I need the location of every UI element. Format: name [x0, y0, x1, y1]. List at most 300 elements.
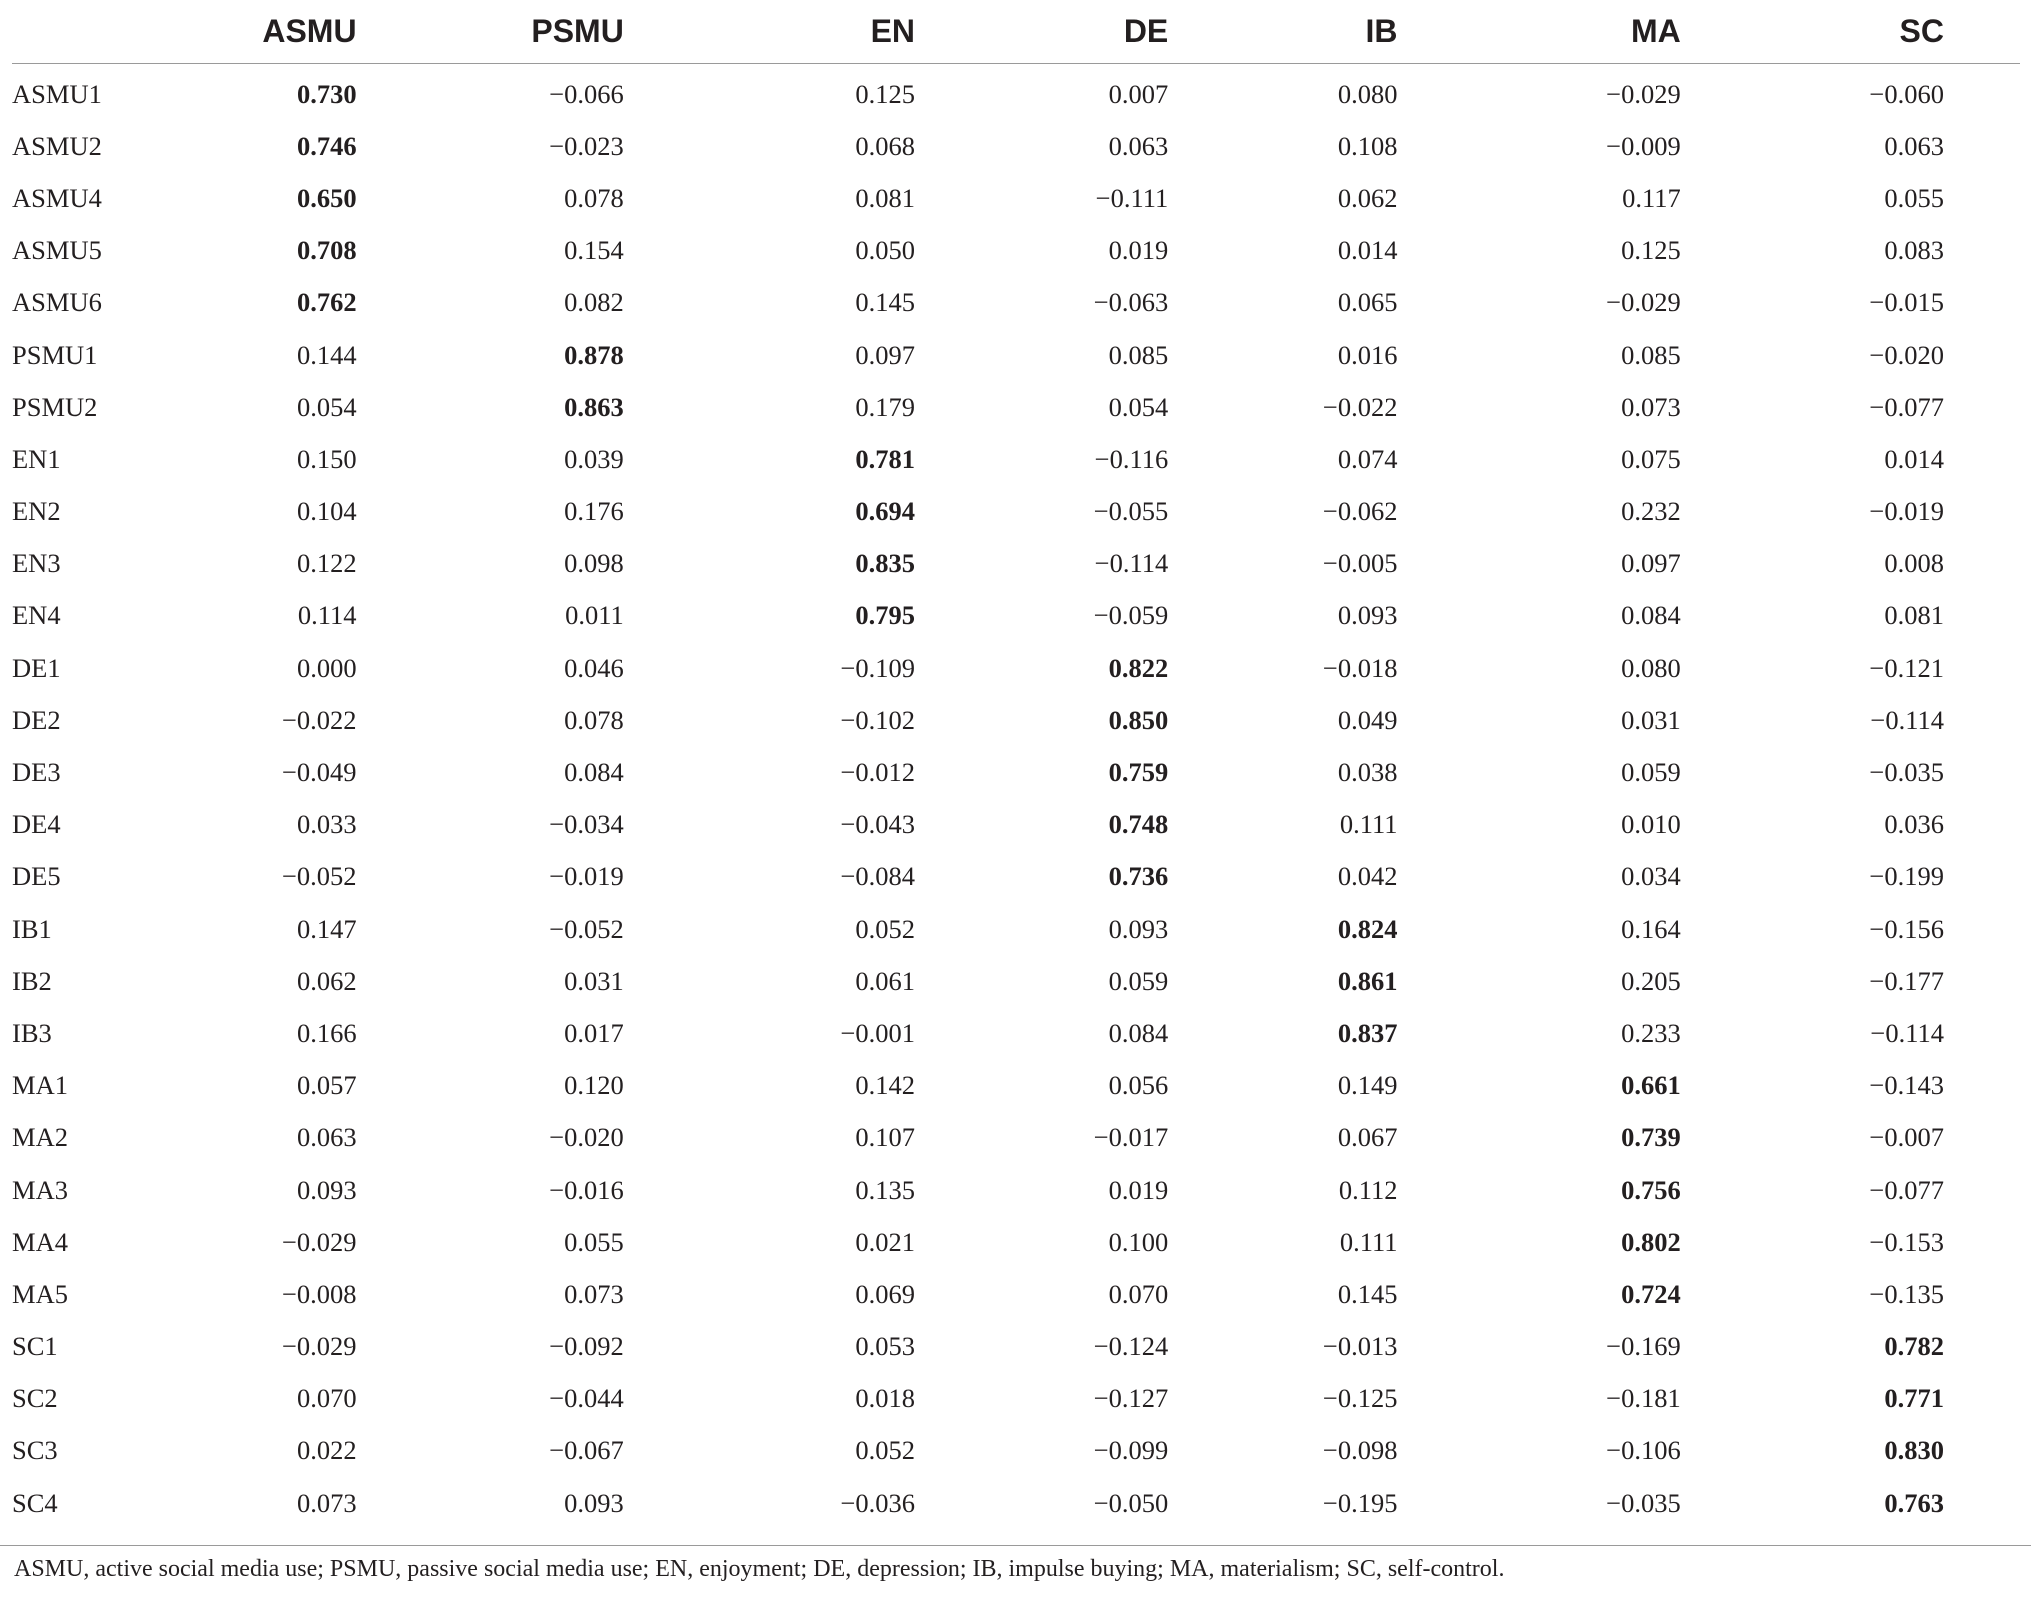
loading-value: −0.102 [840, 704, 916, 735]
loading-cell [975, 955, 1236, 1007]
loading-cell [1236, 1164, 1497, 1216]
loading-value: 0.763 [1884, 1487, 1944, 1518]
header-cell-sc [1759, 0, 2020, 64]
loading-cell [714, 1477, 975, 1529]
loading-value: 0.016 [1337, 339, 1398, 370]
loading-value: 0.054 [1108, 391, 1169, 422]
loading-cell [261, 642, 453, 694]
header-cell-psmu [453, 0, 714, 64]
loading-cell [1498, 1321, 1759, 1373]
loading-cell-primary [261, 277, 453, 329]
table-body [12, 64, 2020, 1530]
loading-value: 0.736 [1108, 861, 1169, 892]
table-row [12, 1060, 2020, 1112]
loading-cell [1498, 1477, 1759, 1529]
loading-value: 0.063 [1884, 130, 1944, 161]
row-label: IB2 [12, 965, 52, 996]
loading-cell [975, 903, 1236, 955]
loading-value: 0.074 [1337, 443, 1398, 474]
row-label: ASMU5 [12, 235, 102, 266]
loading-value: 0.739 [1621, 1122, 1681, 1153]
loading-value: 0.154 [564, 235, 624, 266]
loading-value: −0.017 [1093, 1122, 1169, 1153]
loading-cell [1236, 1477, 1497, 1529]
loading-cell [975, 590, 1236, 642]
loading-cell [1236, 694, 1497, 746]
loading-value: 0.117 [1622, 182, 1681, 213]
loading-cell [714, 955, 975, 1007]
loading-cell [1759, 694, 2020, 746]
loading-value: 0.112 [1338, 1174, 1398, 1205]
loading-cell [1498, 277, 1759, 329]
loading-value: 0.762 [296, 287, 357, 318]
loading-value: 0.055 [1884, 182, 1944, 213]
row-label: IB1 [12, 913, 52, 944]
header-cell-ib [1236, 0, 1497, 64]
row-label: MA5 [12, 1278, 68, 1309]
loading-value: 0.093 [1108, 913, 1169, 944]
loading-value: 0.055 [564, 1226, 624, 1257]
loading-cell [714, 1321, 975, 1373]
loading-value: 0.033 [296, 809, 357, 840]
loading-cell-primary [714, 538, 975, 590]
loading-cell [261, 538, 453, 590]
loading-cell [975, 120, 1236, 172]
table-row [12, 590, 2020, 642]
table-row [12, 120, 2020, 172]
loading-value: −0.029 [281, 1331, 357, 1362]
loading-value: −0.084 [840, 861, 916, 892]
loading-value: −0.022 [1322, 391, 1398, 422]
loading-value: 0.036 [1884, 809, 1944, 840]
loading-cell [1236, 120, 1497, 172]
loading-cell [1498, 486, 1759, 538]
loading-cell [261, 1425, 453, 1477]
loading-cell [1498, 120, 1759, 172]
loading-cell [1759, 799, 2020, 851]
loading-value: 0.062 [1337, 182, 1398, 213]
row-label: IB3 [12, 1017, 52, 1048]
loading-value: −0.143 [1869, 1070, 1944, 1101]
loading-value: 0.084 [1108, 1017, 1169, 1048]
loading-cell [714, 1216, 975, 1268]
row-label: DE2 [12, 704, 61, 735]
loading-cell [261, 1164, 453, 1216]
loading-cell [714, 381, 975, 433]
loading-value: 0.084 [1621, 600, 1681, 631]
loading-cell [1498, 1425, 1759, 1477]
loading-cell [1498, 642, 1759, 694]
loading-cell [453, 590, 714, 642]
loading-value: −0.156 [1869, 913, 1944, 944]
loading-cell [453, 851, 714, 903]
loading-value: 0.111 [1339, 1226, 1398, 1257]
loading-cell-primary [1759, 1373, 2020, 1425]
loading-value: 0.863 [564, 391, 624, 422]
loading-value: 0.694 [855, 496, 916, 527]
loading-value: 0.135 [855, 1174, 916, 1205]
table-row [12, 642, 2020, 694]
loading-value: 0.650 [296, 182, 357, 213]
row-label: MA4 [12, 1226, 68, 1257]
table-row [12, 172, 2020, 224]
loading-cell [1236, 172, 1497, 224]
table-row [12, 381, 2020, 433]
loading-value: −0.114 [1870, 704, 1944, 735]
loading-cell [1236, 329, 1497, 381]
loading-cell [1759, 538, 2020, 590]
loading-value: 0.795 [855, 600, 916, 631]
loading-cell-primary [975, 799, 1236, 851]
loading-cell [714, 329, 975, 381]
loading-cell [453, 1060, 714, 1112]
loading-value: 0.147 [296, 913, 357, 944]
loading-value: 0.802 [1621, 1226, 1681, 1257]
loading-cell [714, 1007, 975, 1059]
row-label: ASMU6 [12, 287, 102, 318]
loading-cell [1498, 172, 1759, 224]
loading-cell [261, 1060, 453, 1112]
loading-value: 0.069 [855, 1278, 916, 1309]
loading-value: 0.085 [1108, 339, 1169, 370]
loading-cell-primary [261, 120, 453, 172]
loading-cell [714, 1112, 975, 1164]
row-label: SC4 [12, 1487, 58, 1518]
loading-value: 0.014 [1337, 235, 1398, 266]
loading-cell [714, 1373, 975, 1425]
loading-value: 0.080 [1337, 78, 1398, 109]
loading-value: 0.049 [1337, 704, 1398, 735]
loading-cell [1236, 486, 1497, 538]
row-label: ASMU4 [12, 182, 102, 213]
loading-value: 0.100 [1108, 1226, 1169, 1257]
loading-value: 0.111 [1339, 809, 1398, 840]
loading-value: −0.169 [1606, 1331, 1681, 1362]
loading-cell-primary [261, 225, 453, 277]
loading-cell [261, 903, 453, 955]
loading-cell-primary [1498, 1268, 1759, 1320]
loading-value: 0.080 [1621, 652, 1681, 683]
loading-value: −0.008 [281, 1278, 357, 1309]
row-label: DE1 [12, 652, 61, 683]
row-label: EN4 [12, 600, 61, 631]
table-row [12, 1373, 2020, 1425]
loading-cell [1759, 277, 2020, 329]
loading-value: 0.073 [1621, 391, 1681, 422]
loading-value: −0.055 [1093, 496, 1169, 527]
loading-value: 0.837 [1337, 1017, 1398, 1048]
loading-cell [261, 1477, 453, 1529]
row-label: MA1 [12, 1070, 68, 1101]
loading-value: −0.114 [1094, 548, 1169, 579]
loading-cell [1236, 1373, 1497, 1425]
loading-cell [1236, 1321, 1497, 1373]
loading-value: 0.031 [564, 965, 624, 996]
loading-value: −0.005 [1322, 548, 1398, 579]
loading-value: 0.053 [855, 1331, 916, 1362]
loading-cell [1236, 433, 1497, 485]
loading-cell [975, 486, 1236, 538]
table-row [12, 1164, 2020, 1216]
loading-value: 0.019 [1108, 1174, 1169, 1205]
loading-value: −0.019 [549, 861, 624, 892]
loading-value: −0.062 [1322, 496, 1398, 527]
loading-value: 0.104 [296, 496, 357, 527]
loading-cell [1236, 851, 1497, 903]
loading-cell [453, 486, 714, 538]
loading-value: −0.029 [1606, 287, 1681, 318]
loading-value: −0.052 [549, 913, 624, 944]
table-row [12, 329, 2020, 381]
loadings-table [12, 0, 2020, 1529]
loading-value: −0.181 [1606, 1383, 1681, 1414]
header-label: DE [1123, 13, 1169, 49]
loading-value: 0.065 [1337, 287, 1398, 318]
loading-value: 0.084 [564, 757, 624, 788]
loading-cell [1236, 1216, 1497, 1268]
loading-value: 0.019 [1108, 235, 1169, 266]
loading-value: 0.166 [296, 1017, 357, 1048]
loading-value: 0.042 [1337, 861, 1398, 892]
table-row [12, 1425, 2020, 1477]
loading-value: 0.063 [296, 1122, 357, 1153]
loading-cell [261, 590, 453, 642]
loading-cell [1759, 381, 2020, 433]
loading-cell [453, 1164, 714, 1216]
loading-value: −0.016 [549, 1174, 624, 1205]
loading-cell-primary [1498, 1060, 1759, 1112]
loading-cell [1759, 329, 2020, 381]
loading-value: 0.059 [1108, 965, 1169, 996]
loading-cell [1236, 225, 1497, 277]
loading-value: 0.661 [1621, 1070, 1681, 1101]
loading-value: −0.111 [1095, 182, 1169, 213]
loading-cell [714, 746, 975, 798]
loading-cell [1236, 381, 1497, 433]
loading-cell [453, 1477, 714, 1529]
row-label: PSMU2 [12, 391, 98, 422]
loading-cell [1498, 433, 1759, 485]
loading-cell [1759, 903, 2020, 955]
loading-cell [714, 225, 975, 277]
loading-cell [714, 799, 975, 851]
row-label: ASMU2 [12, 130, 102, 161]
header-label: ASMU [262, 13, 357, 49]
loading-value: −0.153 [1869, 1226, 1944, 1257]
loading-cell [453, 120, 714, 172]
loading-value: 0.233 [1621, 1017, 1681, 1048]
loading-cell [714, 1425, 975, 1477]
loading-value: 0.007 [1108, 78, 1169, 109]
loading-cell [714, 172, 975, 224]
loading-cell [1498, 64, 1759, 121]
loading-cell [1498, 903, 1759, 955]
loading-cell-primary [1498, 1216, 1759, 1268]
loading-value: 0.082 [564, 287, 624, 318]
loading-cell [1759, 433, 2020, 485]
loading-cell [1759, 1112, 2020, 1164]
loading-cell [975, 172, 1236, 224]
header-label: SC [1899, 13, 1944, 49]
loading-cell [1236, 1060, 1497, 1112]
header-label: EN [870, 13, 916, 49]
header-cell-ma [1498, 0, 1759, 64]
loading-value: −0.043 [840, 809, 916, 840]
loading-value: 0.014 [1884, 443, 1944, 474]
loading-value: −0.029 [1606, 78, 1681, 109]
loading-value: −0.019 [1869, 496, 1944, 527]
loading-cell [975, 1477, 1236, 1529]
loading-value: 0.063 [1108, 130, 1169, 161]
loading-value: −0.035 [1606, 1487, 1681, 1518]
loading-value: −0.018 [1322, 652, 1398, 683]
loading-cell [1236, 538, 1497, 590]
table-footnote: ASMU, active social media use; PSMU, passive social media use; EN, enjoyment; DE, depression; IB, impulse buying; MA, materialism; SC, self-control. [14, 1556, 1505, 1582]
loading-cell [975, 1321, 1236, 1373]
loading-cell-primary [714, 590, 975, 642]
loading-cell [975, 1268, 1236, 1320]
header-label: PSMU [531, 13, 624, 49]
loading-value: 0.746 [296, 130, 357, 161]
loading-value: 0.078 [564, 182, 624, 213]
loading-value: 0.070 [1108, 1278, 1169, 1309]
loading-value: −0.098 [1322, 1435, 1398, 1466]
loading-value: 0.771 [1884, 1383, 1944, 1414]
loading-cell [1759, 642, 2020, 694]
loading-value: 0.724 [1621, 1278, 1681, 1309]
loading-cell [261, 746, 453, 798]
loading-value: 0.850 [1108, 704, 1169, 735]
loading-value: 0.756 [1621, 1174, 1681, 1205]
loading-cell-primary [975, 642, 1236, 694]
loading-value: 0.835 [855, 548, 916, 579]
loading-value: 0.176 [564, 496, 624, 527]
loading-cell [453, 225, 714, 277]
loading-cell [453, 1112, 714, 1164]
loading-cell [261, 433, 453, 485]
loading-value: 0.054 [296, 391, 357, 422]
loading-value: 0.150 [296, 443, 357, 474]
row-label: EN1 [12, 443, 61, 474]
loading-cell-primary [1759, 1425, 2020, 1477]
loading-cell [453, 694, 714, 746]
loading-value: −0.036 [840, 1487, 916, 1518]
loading-cell-primary [1759, 1321, 2020, 1373]
loading-value: 0.052 [855, 913, 916, 944]
loading-value: 0.011 [565, 600, 624, 631]
loading-cell [453, 1216, 714, 1268]
row-label: SC2 [12, 1383, 58, 1414]
loading-value: −0.195 [1322, 1487, 1398, 1518]
loading-cell [261, 799, 453, 851]
loading-value: 0.000 [296, 652, 357, 683]
loading-cell [1759, 486, 2020, 538]
loading-value: 0.059 [1621, 757, 1681, 788]
loading-cell [1759, 64, 2020, 121]
loading-cell [453, 538, 714, 590]
row-label: ASMU1 [12, 78, 102, 109]
loading-cell [261, 486, 453, 538]
loading-value: −0.199 [1869, 861, 1944, 892]
loading-cell [261, 1216, 453, 1268]
loading-cell [453, 955, 714, 1007]
loading-cell [1759, 225, 2020, 277]
loading-cell [261, 955, 453, 1007]
loading-value: 0.145 [1337, 1278, 1398, 1309]
loading-value: −0.066 [549, 78, 624, 109]
loading-cell-primary [453, 329, 714, 381]
loading-cell [1498, 1007, 1759, 1059]
loading-cell [1498, 329, 1759, 381]
loading-cell [1759, 1164, 2020, 1216]
loading-value: 0.822 [1108, 652, 1169, 683]
loading-cell [261, 329, 453, 381]
table-row [12, 851, 2020, 903]
loading-value: 0.052 [855, 1435, 916, 1466]
table-row [12, 746, 2020, 798]
loading-value: 0.748 [1108, 809, 1169, 840]
loading-value: −0.020 [549, 1122, 624, 1153]
row-label: PSMU1 [12, 339, 98, 370]
loading-cell-primary [975, 851, 1236, 903]
loading-value: 0.125 [1621, 235, 1681, 266]
loading-value: 0.073 [296, 1487, 357, 1518]
loading-cell [714, 1164, 975, 1216]
loading-value: 0.031 [1621, 704, 1681, 735]
loading-cell [975, 1216, 1236, 1268]
loading-value: 0.034 [1621, 861, 1681, 892]
loading-value: 0.149 [1337, 1070, 1398, 1101]
row-label: EN3 [12, 548, 61, 579]
loading-cell [975, 277, 1236, 329]
table-row [12, 64, 2020, 121]
table-row [12, 1112, 2020, 1164]
loading-value: −0.125 [1322, 1383, 1398, 1414]
loading-value: −0.121 [1869, 652, 1944, 683]
table-row [12, 1268, 2020, 1320]
row-label: MA2 [12, 1122, 68, 1153]
loading-cell [1236, 590, 1497, 642]
loading-value: −0.023 [549, 130, 624, 161]
table-row [12, 694, 2020, 746]
loading-cell [1759, 955, 2020, 1007]
loading-cell [261, 1268, 453, 1320]
loading-cell [1759, 1216, 2020, 1268]
loading-value: 0.125 [855, 78, 916, 109]
loading-value: 0.070 [296, 1383, 357, 1414]
loading-cell [714, 1268, 975, 1320]
loading-value: −0.007 [1869, 1122, 1944, 1153]
loading-value: 0.097 [1621, 548, 1681, 579]
loading-cell [1498, 955, 1759, 1007]
loading-cell [453, 1268, 714, 1320]
loading-cell-primary [1236, 903, 1497, 955]
loading-cell [714, 851, 975, 903]
row-label: SC1 [12, 1331, 58, 1362]
table-row [12, 1321, 2020, 1373]
table-row [12, 277, 2020, 329]
loading-cell [975, 381, 1236, 433]
loading-cell [975, 1425, 1236, 1477]
loading-value: 0.120 [564, 1070, 624, 1101]
loading-value: −0.034 [549, 809, 624, 840]
loading-cell [975, 1112, 1236, 1164]
loading-value: −0.135 [1869, 1278, 1944, 1309]
loading-value: 0.057 [296, 1070, 357, 1101]
loading-cell [1759, 851, 2020, 903]
header-label: IB [1365, 13, 1398, 49]
loading-cell-primary [261, 64, 453, 121]
